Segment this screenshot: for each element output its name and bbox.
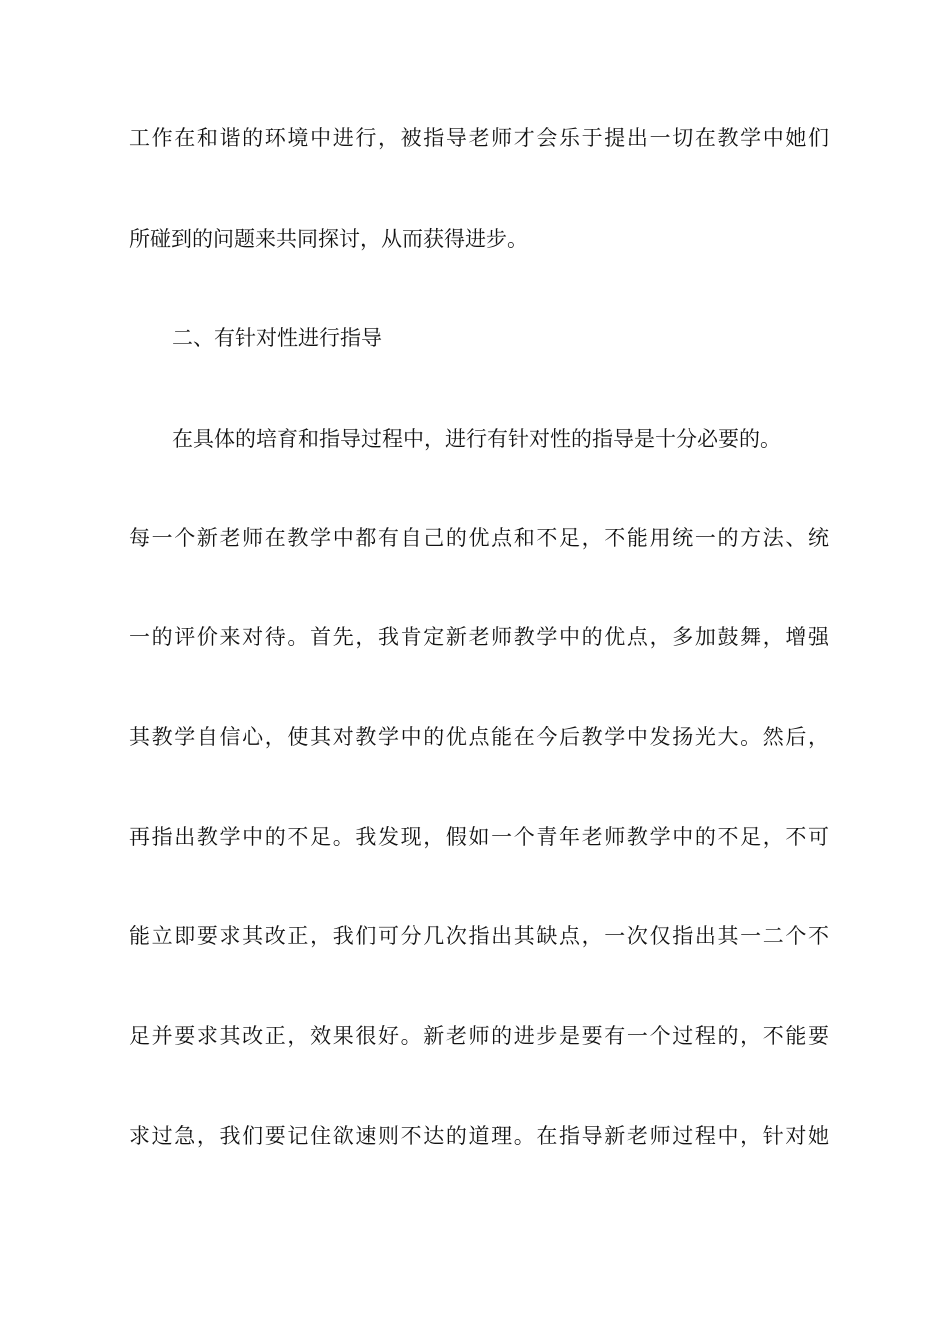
paragraph-line: 能立即要求其改正，我们可分几次指出其缺点，一次仅指出其一二个不 [129,924,829,948]
paragraph-line: 每一个新老师在教学中都有自己的优点和不足，不能用统一的方法、统 [129,526,829,550]
paragraph-line: 所碰到的问题来共同探讨，从而获得进步。 [129,227,528,251]
paragraph-line: 求过急，我们要记住欲速则不达的道理。在指导新老师过程中，针对她 [129,1124,829,1148]
paragraph-line: 其教学自信心，使其对教学中的优点能在今后教学中发扬光大。然后， [129,725,829,749]
section-heading: 二、有针对性进行指导 [172,326,382,350]
paragraph-line: 工作在和谐的环境中进行，被指导老师才会乐于提出一切在教学中她们 [129,126,829,150]
paragraph-line: 足并要求其改正，效果很好。新老师的进步是要有一个过程的，不能要 [129,1024,829,1048]
paragraph-line: 在具体的培育和指导过程中，进行有针对性的指导是十分必要的。 [172,427,781,451]
paragraph-line: 一的评价来对待。首先，我肯定新老师教学中的优点，多加鼓舞，增强 [129,625,829,649]
paragraph-line: 再指出教学中的不足。我发现，假如一个青年老师教学中的不足，不可 [129,825,829,849]
